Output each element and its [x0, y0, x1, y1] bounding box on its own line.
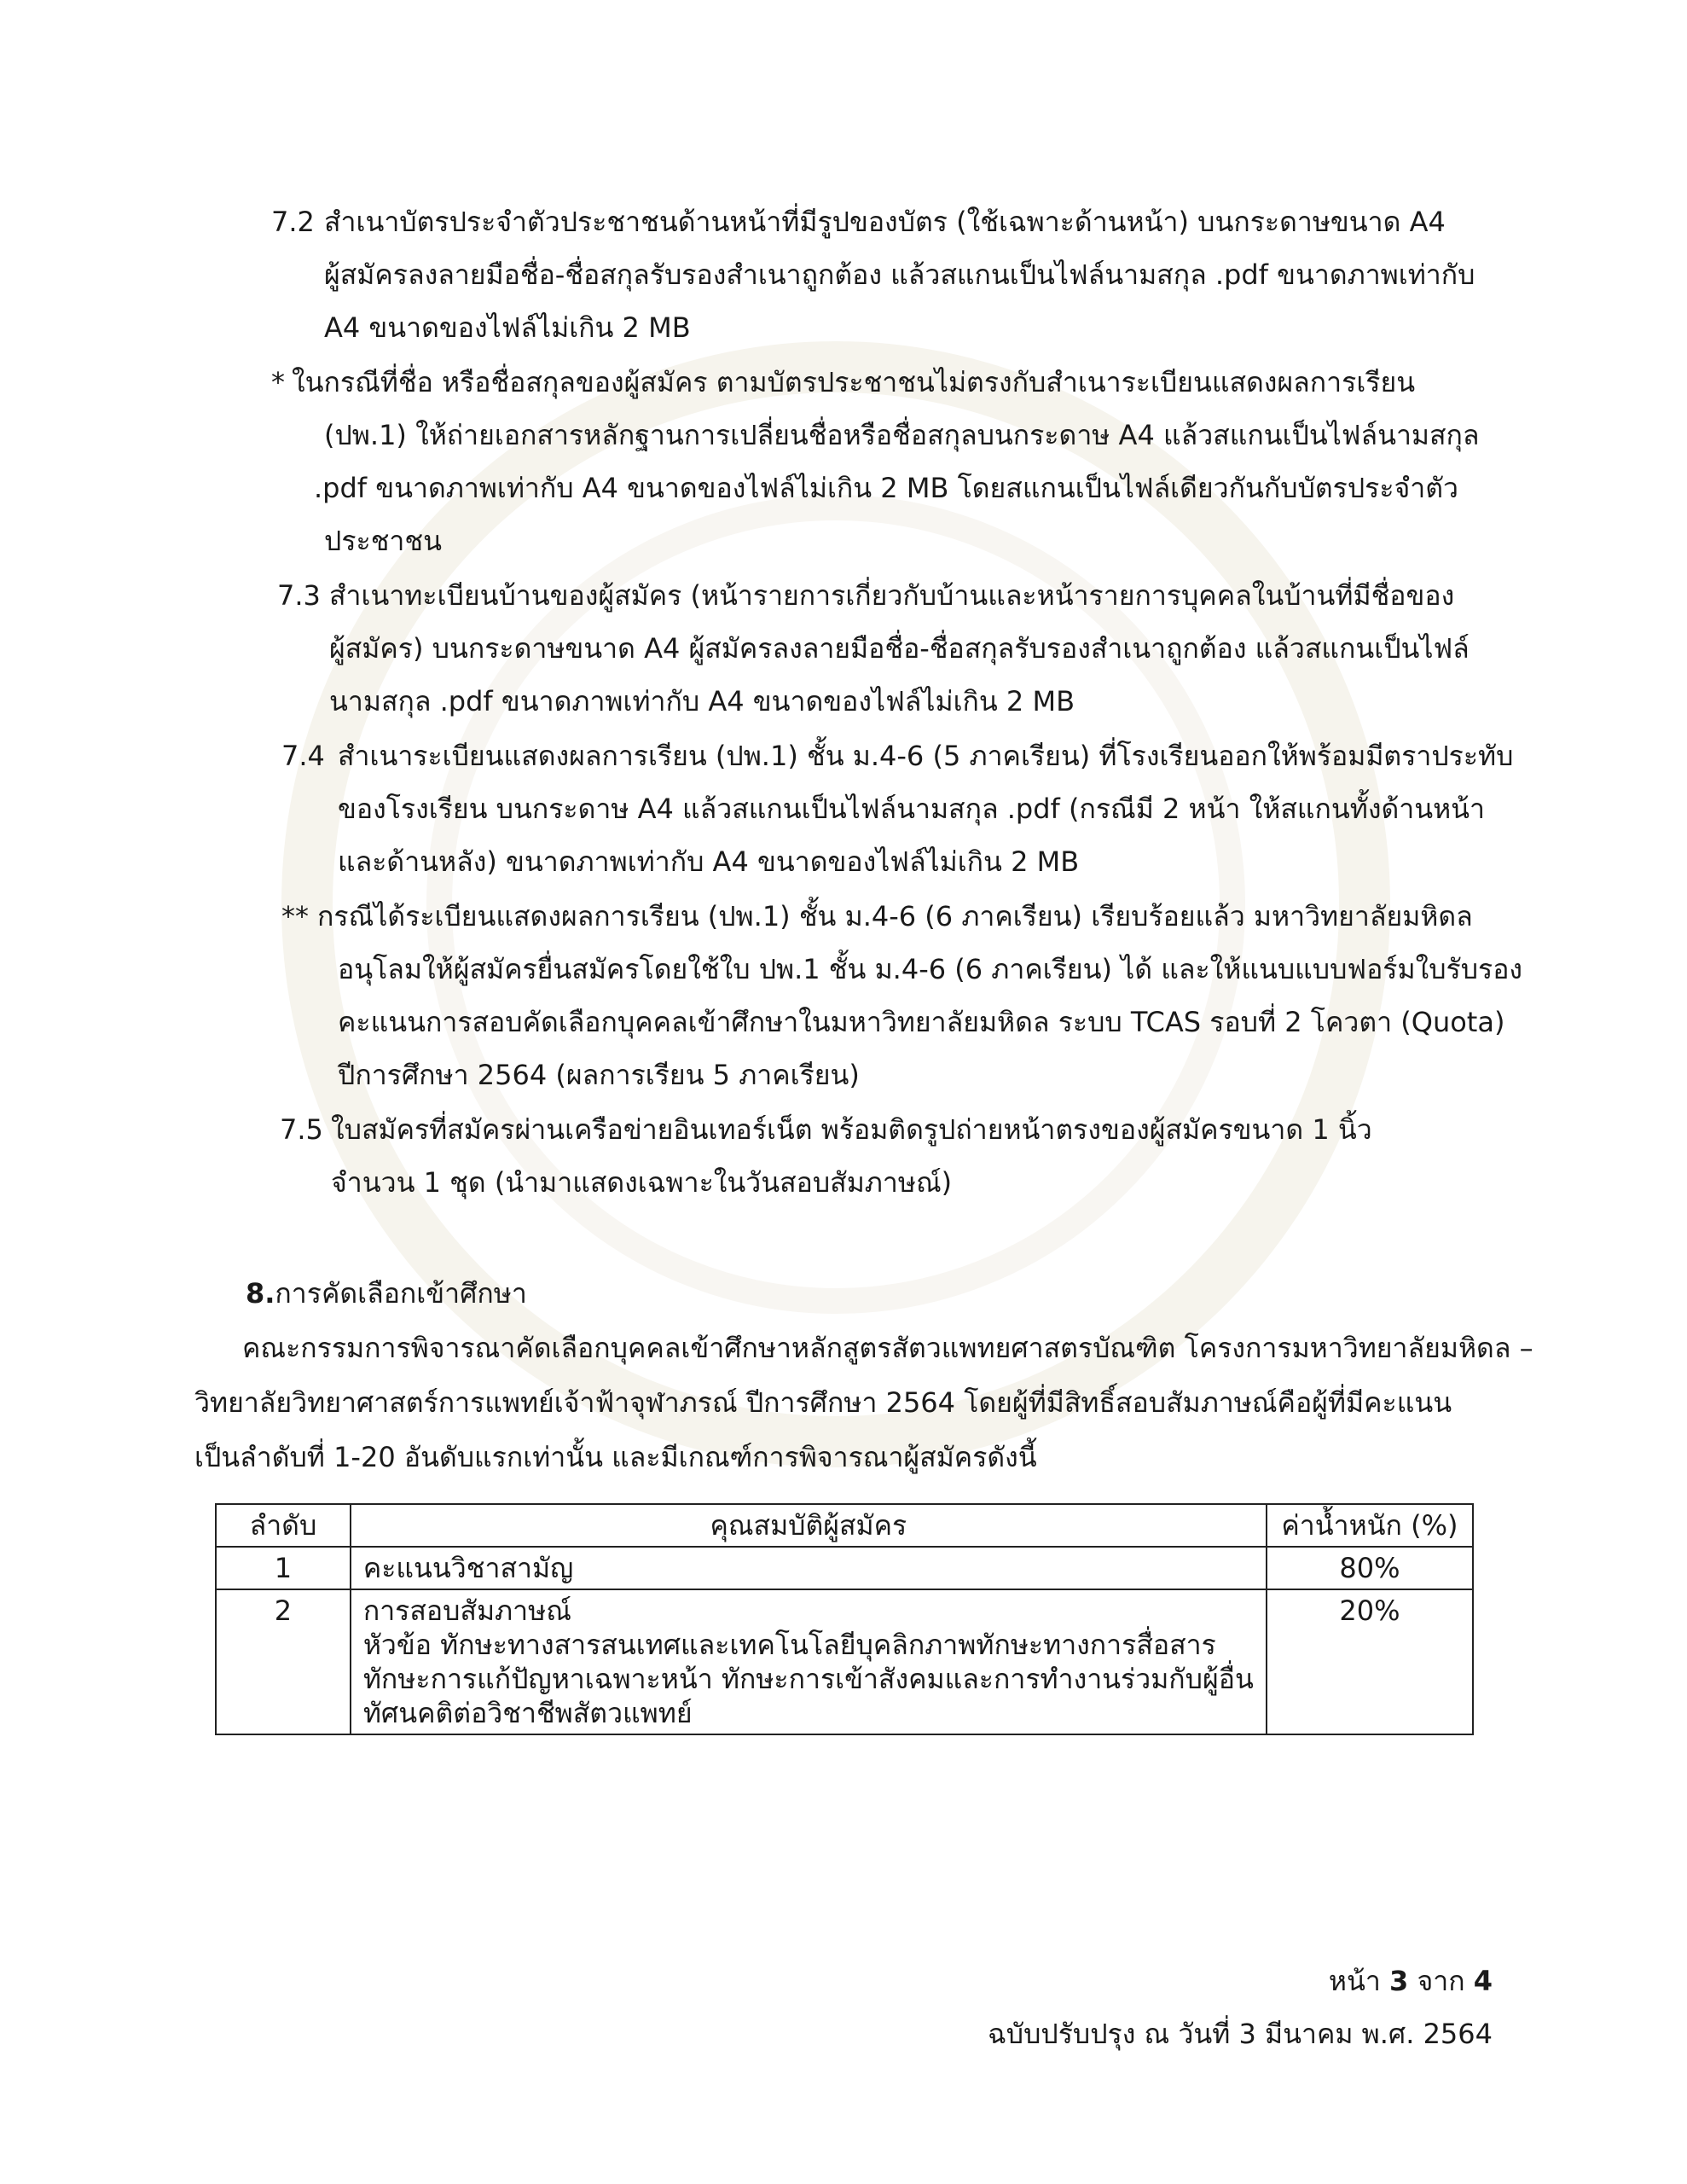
item-number: 7.4: [281, 740, 325, 772]
table-row: [216, 1547, 1473, 1589]
item-line: ประชาชน: [324, 525, 442, 557]
revision-date: ฉบับปรับปรุง ณ วันที่ 3 มีนาคม พ.ศ. 2564: [988, 2018, 1493, 2050]
item-line: สำเนาทะเบียนบ้านของผู้สมัคร (หน้ารายการเกี่ยวกับบ้านและหน้ารายการบุคคลในบ้านที่มีชื่อของ: [329, 579, 1455, 612]
item-line: นามสกุล .pdf ขนาดภาพเท่ากับ A4 ขนาดของไฟล์ไม่เกิน 2 MB: [329, 685, 1075, 717]
item-line: (ปพ.1) ให้ถ่ายเอกสารหลักฐานการเปลี่ยนชื่อหรือชื่อสกุลบนกระดาษ A4 แล้วสแกนเป็นไฟล์นามสกุล: [324, 419, 1480, 451]
page-prefix: หน้า: [1328, 1965, 1381, 1997]
item-line: และด้านหลัง) ขนาดภาพเท่ากับ A4 ขนาดของไฟล์ไม่เกิน 2 MB: [338, 845, 1080, 878]
page-current: 3: [1389, 1965, 1409, 1997]
item-line: ผู้สมัครลงลายมือชื่อ-ชื่อสกุลรับรองสำเนาถูกต้อง แล้วสแกนเป็นไฟล์นามสกุล .pdf ขนาดภาพเท่ากับ: [324, 258, 1475, 291]
item-line: จำนวน 1 ชุด (นำมาแสดงเฉพาะในวันสอบสัมภาษณ์): [331, 1166, 953, 1199]
section-8-paragraph-line: เป็นลำดับที่ 1-20 อันดับแรกเท่านั้น และมีเกณฑ์การพิจารณาผู้สมัครดังนี้: [194, 1441, 1037, 1473]
item-number: 7.2: [271, 206, 315, 238]
item-line: คะแนนการสอบคัดเลือกบุคคลเข้าศึกษาในมหาวิทยาลัยมหิดล ระบบ TCAS รอบที่ 2 โควตา (Quota): [338, 1006, 1505, 1038]
section-8-paragraph-line: วิทยาลัยวิทยาศาสตร์การแพทย์เจ้าฟ้าจุฬาภรณ์ ปีการศึกษา 2564 โดยผู้ที่มีสิทธิ์สอบสัมภาษณ์คือผู้ที่มีคะแนน: [194, 1386, 1452, 1419]
section-title: การคัดเลือกเข้าศึกษา: [275, 1277, 527, 1310]
cell-criteria: [351, 1589, 1267, 1734]
item-number: 7.3: [277, 579, 321, 612]
item-line: กรณีได้ระเบียนแสดงผลการเรียน (ปพ.1) ชั้น ม.4-6 (6 ภาคเรียน) เรียบร้อยแล้ว มหาวิทยาลัยมหิดล: [317, 900, 1473, 932]
item-line: .pdf ขนาดภาพเท่ากับ A4 ขนาดของไฟล์ไม่เกิน 2 MB โดยสแกนเป็นไฟล์เดียวกันกับบัตรประจำตัว: [314, 472, 1458, 504]
cell-order: 2: [216, 1589, 351, 1734]
page-number: [1329, 1964, 1493, 1998]
cell-criteria: [351, 1547, 1267, 1589]
item-line: อนุโลมให้ผู้สมัครยื่นสมัครโดยใช้ใบ ปพ.1 ชั้น ม.4-6 (6 ภาคเรียน) ได้ และให้แนบแบบฟอร์มใบรับรอง: [338, 953, 1523, 985]
criteria-line: ทัศนคติต่อวิชาชีพสัตวแพทย์: [362, 1697, 693, 1729]
item-line: ผู้สมัคร) บนกระดาษขนาด A4 ผู้สมัครลงลายมือชื่อ-ชื่อสกุลรับรองสำเนาถูกต้อง แล้วสแกนเป็นไฟล์: [329, 632, 1470, 665]
item-line: ใบสมัครที่สมัครผ่านเครือข่ายอินเทอร์เน็ต พร้อมติดรูปถ่ายหน้าตรงของผู้สมัครขนาด 1 นิ้ว: [331, 1113, 1372, 1146]
item-line: ในกรณีที่ชื่อ หรือชื่อสกุลของผู้สมัคร ตามบัตรประชาชนไม่ตรงกับสำเนาระเบียนแสดงผลการเรียน: [292, 366, 1416, 398]
table-header-row: [216, 1504, 1473, 1547]
criteria-line: การสอบสัมภาษณ์: [362, 1594, 571, 1627]
item-line: A4 ขนาดของไฟล์ไม่เกิน 2 MB: [324, 311, 691, 344]
criteria-line: หัวข้อ ทักษะทางสารสนเทศและเทคโนโลยีบุคลิกภาพทักษะทางการสื่อสาร: [362, 1629, 1216, 1661]
table-row: [216, 1589, 1473, 1734]
item-number: 7.5: [280, 1113, 323, 1146]
criteria-line: คะแนนวิชาสามัญ: [362, 1552, 574, 1584]
note-marker: *: [271, 366, 285, 398]
selection-criteria-table: [215, 1503, 1474, 1735]
item-line: สำเนาระเบียนแสดงผลการเรียน (ปพ.1) ชั้น ม.4-6 (5 ภาคเรียน) ที่โรงเรียนออกให้พร้อมมีตราประทับ: [338, 740, 1514, 772]
item-line: ปีการศึกษา 2564 (ผลการเรียน 5 ภาคเรียน): [338, 1059, 860, 1091]
header-weight: ค่าน้ำหนัก (%): [1267, 1504, 1473, 1547]
criteria-line: ทักษะการแก้ปัญหาเฉพาะหน้า ทักษะการเข้าสังคมและการทำงานร่วมกับผู้อื่น: [362, 1663, 1254, 1695]
cell-order: 1: [216, 1547, 351, 1589]
cell-weight: 80%: [1267, 1547, 1473, 1589]
page-separator: จาก: [1417, 1965, 1465, 1997]
section-8-heading: [246, 1276, 527, 1310]
note-marker: **: [281, 900, 309, 932]
page-total: 4: [1473, 1965, 1493, 1997]
item-line: สำเนาบัตรประจำตัวประชาชนด้านหน้าที่มีรูปของบัตร (ใช้เฉพาะด้านหน้า) บนกระดาษขนาด A4: [324, 206, 1446, 238]
item-line: ของโรงเรียน บนกระดาษ A4 แล้วสแกนเป็นไฟล์นามสกุล .pdf (กรณีมี 2 หน้า ให้สแกนทั้งด้านหน้า: [338, 793, 1486, 825]
header-order: ลำดับ: [216, 1504, 351, 1547]
cell-weight: 20%: [1267, 1589, 1473, 1734]
section-number: 8.: [246, 1277, 275, 1310]
header-qualification: คุณสมบัติผู้สมัคร: [351, 1504, 1267, 1547]
section-8-paragraph-line: คณะกรรมการพิจารณาคัดเลือกบุคคลเข้าศึกษาหลักสูตรสัตวแพทยศาสตรบัณฑิต โครงการมหาวิทยาลัยมหิดล –: [242, 1332, 1533, 1364]
